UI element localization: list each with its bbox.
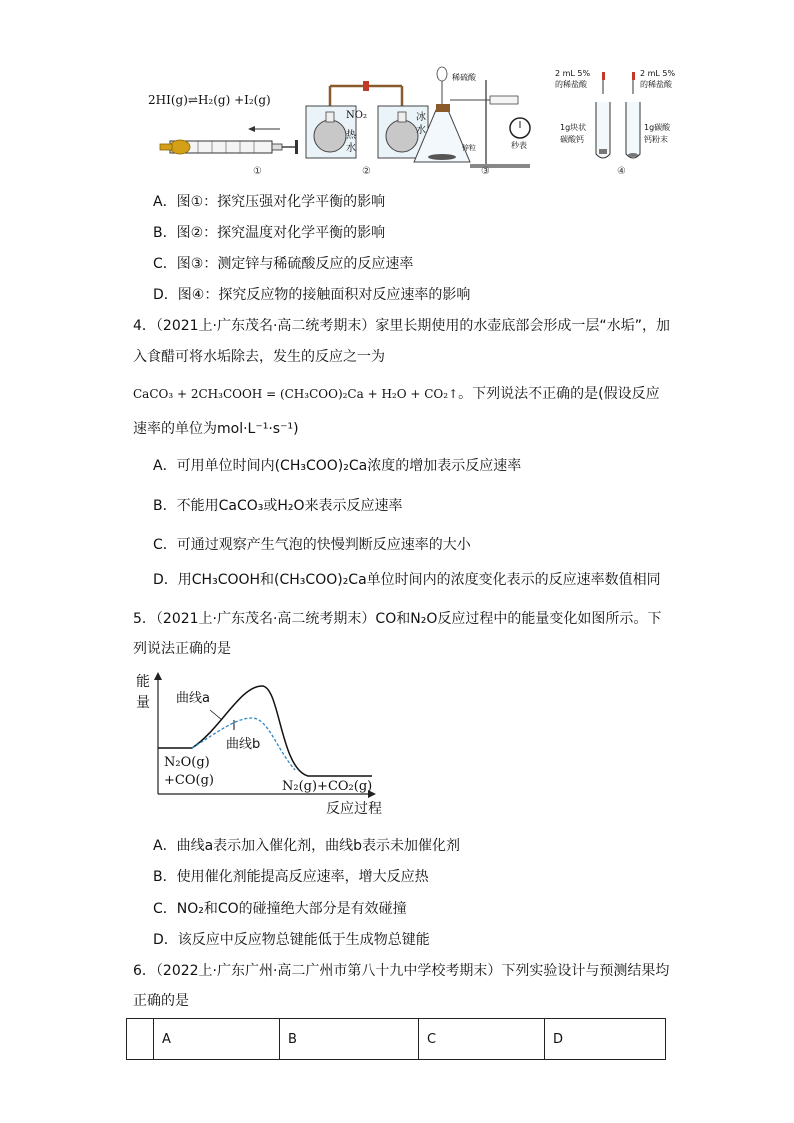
ice-water-label-1: 冰 xyxy=(416,112,426,123)
q4-stem-line3 xyxy=(133,385,660,403)
timer-label: 秒表 xyxy=(511,141,527,150)
lump-caco3-label-2: 碳酸钙 xyxy=(560,135,584,144)
left-acid-label-2: 的稀盐酸 xyxy=(555,80,587,89)
q6-answer-table xyxy=(126,1018,666,1060)
energy-diagram xyxy=(130,668,410,820)
test-tubes-figure xyxy=(596,72,640,158)
table-header-c: C xyxy=(419,1019,545,1060)
equilibrium-equation: 2HI(g)⇌H₂(g) +I₂(g) xyxy=(148,93,271,107)
q3-option-b: B．图②：探究温度对化学平衡的影响 xyxy=(153,225,386,241)
left-acid-label-1: 2 mL 5% xyxy=(555,69,591,78)
figure-number-1: ① xyxy=(253,166,262,177)
q4-stem-line1: 4．（2021上·广东茂名·高二统考期末）家里长期使用的水壶底部会形成一层“水垢”，加 xyxy=(133,318,670,334)
energy-axis-label-1: 能 xyxy=(136,674,150,690)
table-cell-blank xyxy=(127,1019,154,1060)
q3-option-a: A．图①：探究压强对化学平衡的影响 xyxy=(153,194,386,210)
zinc-granule-label: 锌粒 xyxy=(462,144,476,152)
lump-caco3-label-1: 1g块状 xyxy=(560,123,587,132)
q6-stem-line2: 正确的是 xyxy=(133,993,189,1009)
no2-beakers-figure xyxy=(306,81,428,158)
q4-stem-line4: 速率的单位为mol·L⁻¹·s⁻¹) xyxy=(133,421,299,437)
apparatus-figure xyxy=(140,62,700,180)
q5-option-d: D．该反应中反应物总键能低于生成物总键能 xyxy=(153,932,430,948)
table-header-b: B xyxy=(280,1019,419,1060)
energy-axis-label-2: 量 xyxy=(136,695,150,711)
products-label: N₂(g)+CO₂(g) xyxy=(282,779,373,794)
figure-number-3: ③ xyxy=(481,166,490,177)
powder-caco3-label-2: 钙粉末 xyxy=(644,135,668,144)
curve-a-label: 曲线a xyxy=(176,691,210,706)
q5-option-a: A．曲线a表示加入催化剂，曲线b表示未加催化剂 xyxy=(153,838,461,854)
q5-option-c: C．NO₂和CO的碰撞绝大部分是有效碰撞 xyxy=(153,901,407,917)
syringe-figure xyxy=(160,126,298,154)
q4-option-a: A．可用单位时间内(CH₃COO)₂Ca浓度的增加表示反应速率 xyxy=(153,458,522,474)
q3-option-c: C．图③：测定锌与稀硫酸反应的反应速率 xyxy=(153,256,414,272)
ice-water-label-2: 水 xyxy=(416,125,426,136)
right-acid-label-2: 的稀盐酸 xyxy=(640,80,672,89)
q5-stem-line2: 列说法正确的是 xyxy=(133,641,231,657)
table-header-a: A xyxy=(154,1019,280,1060)
q5-stem-line1: 5．（2021上·广东茂名·高二统考期末）CO和N₂O反应过程中的能量变化如图所示。下 xyxy=(133,611,662,627)
q6-stem-line1: 6．（2022上·广东广州·高二广州市第八十九中学校考期末）下列实验设计与预测结果均 xyxy=(133,963,670,979)
right-acid-label-1: 2 mL 5% xyxy=(640,69,676,78)
table-row xyxy=(127,1019,666,1060)
figure-number-4: ④ xyxy=(617,166,626,177)
reaction-progress-label: 反应过程 xyxy=(326,801,382,817)
q4-stem-line3-tail: 。下列说法不正确的是(假设反应 xyxy=(458,386,660,402)
q4-option-d: D．用CH₃COOH和(CH₃COO)₂Ca单位时间内的浓度变化表示的反应速率数值相同 xyxy=(153,572,661,588)
q3-option-d: D．图④：探究反应物的接触面积对反应速率的影响 xyxy=(153,287,471,303)
q4-reaction-equation: CaCO₃ + 2CH₃COOH = (CH₃COO)₂Ca + H₂O + CO₂↑ xyxy=(133,387,459,401)
table-header-d: D xyxy=(545,1019,666,1060)
q4-option-b: B．不能用CaCO₃或H₂O来表示反应速率 xyxy=(153,498,403,514)
q4-option-c: C．可通过观察产生气泡的快慢判断反应速率的大小 xyxy=(153,537,471,553)
dilute-sulfuric-acid-label: 稀硫酸 xyxy=(452,73,476,82)
reactants-label-1: N₂O(g) xyxy=(164,755,210,770)
powder-caco3-label-1: 1g碳酸 xyxy=(644,123,671,132)
figure-number-2: ② xyxy=(362,166,371,177)
q5-option-b: B．使用催化剂能提高反应速率，增大反应热 xyxy=(153,869,429,885)
reactants-label-2: +CO(g) xyxy=(164,773,214,788)
hot-water-label-1: 热 xyxy=(346,130,356,141)
hot-water-label-2: 水 xyxy=(346,143,356,154)
no2-label: NO₂ xyxy=(346,110,367,121)
zinc-acid-figure xyxy=(414,67,530,168)
curve-b-label: 曲线b xyxy=(226,737,261,752)
q4-stem-line2: 入食醋可将水垢除去，发生的反应之一为 xyxy=(133,349,385,365)
